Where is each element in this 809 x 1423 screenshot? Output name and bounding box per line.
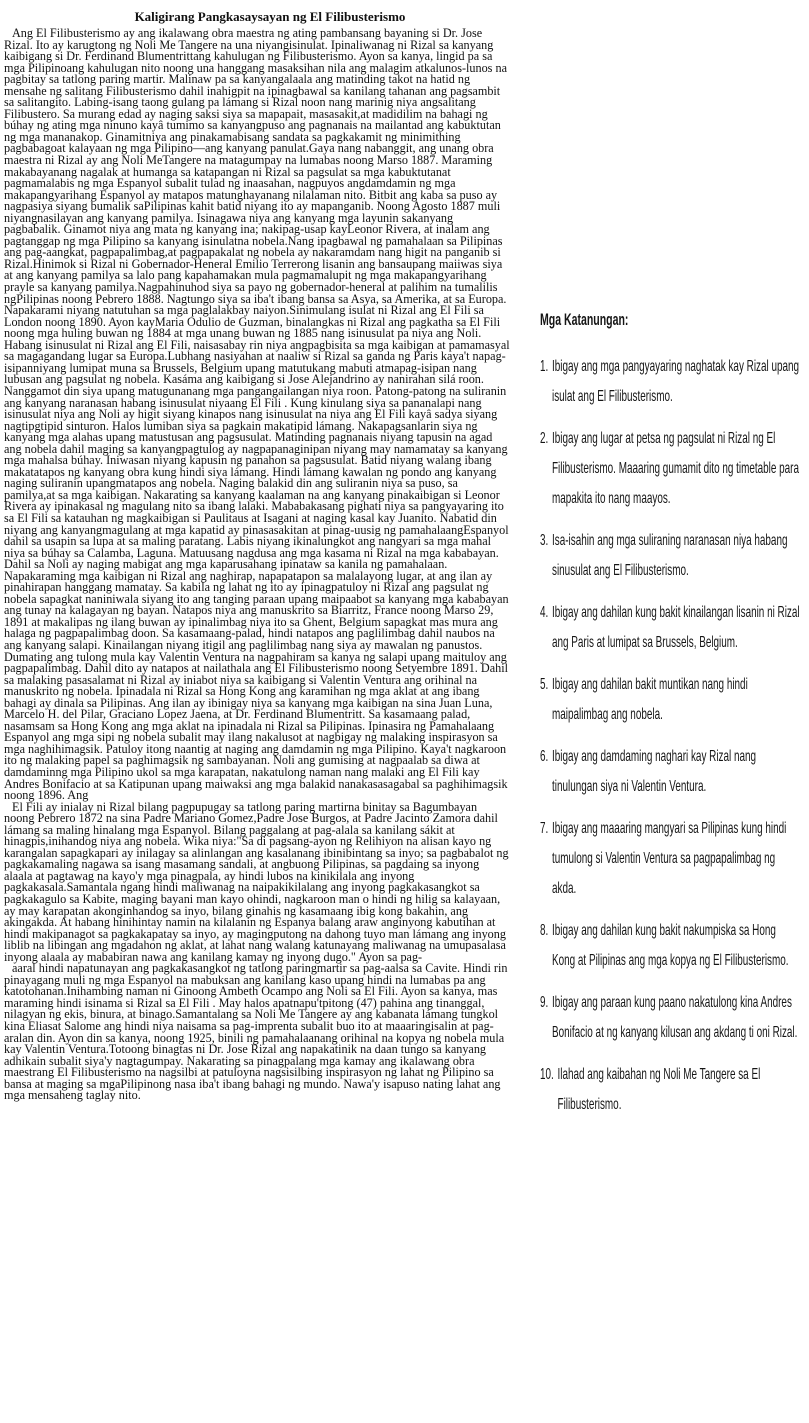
question-number: 8. [540,922,549,939]
question-number: 2. [540,430,549,447]
question-text: Ibigay ang maaaring mangyari sa Pilipinas kung hindi tumulong si Valentin Ventura sa pagpapalimbag ng akda. [551,820,787,897]
question-item [540,352,800,412]
question-number: 9. [540,994,549,1011]
question-number: 6. [540,748,549,765]
question-text: Ibigay ang lugar at petsa ng pagsulat ni Rizal ng El Filibusterismo. Maaaring gumamit dito ng timetable para mapakita ito nang maayos. [551,430,800,507]
questions-list [540,352,802,1120]
question-text: Ibigay ang paraan kung paano nakatulong kina Andres Bonifacio at ng kanyang kilusan ang akdang ti oni Rizal. [551,994,798,1041]
question-item [540,424,800,514]
question-text: Ilahad ang kaibahan ng Noli Me Tangere sa El Filibusterismo. [557,1066,761,1113]
question-text: Ibigay ang dahilan bakit muntikan nang hindi maipalimbag ang nobela. [551,676,748,723]
question-text: Ibigay ang mga pangyayaring naghatak kay Rizal upang isulat ang El Filibusterismo. [551,358,800,405]
question-number: 1. [540,358,549,375]
question-item [540,1060,800,1120]
question-number: 10. [540,1066,554,1083]
question-item [540,814,800,904]
question-item [540,598,800,658]
paragraph: aaral hindi napatunayan ang pagkakasangkot ng tatlong paringmartir sa pag-aalsa sa Cavite. Hindi rin pinayagang muli ng mga Espanyol na mabuksan ang kanilang kaso upang hindi na lumabas pa ang katotohanan.Inihambing naman ni Ginoong Ambeth Ocampo ang Noli sa El Fili. Ayon sa kanya, mas maraming hindi isinama si Rizal sa El Fili . May halos apatnapu'tpitong (47) pahina ang tinanggal, nilagyan ng ekis, binura, at binago.Samantalang sa Noli Me Tangere ay ang kabanata lámang tungkol kina Eliasat Salome ang hindi niya naisama sa pag-imprenta subalit buo ito at maaaringisalin at pag-aralan din. Ayon din sa kanya, noong 1925, binili ng pamahalaanang orihinal na kopya ng nobela mula kay Valentin Ventura.Totoong binagtas ni Dr. Jose Rizal ang napakatinik na daan tungo sa kanyang adhikain subalit siya'y nagtagumpay. Nakarating sa pinagpalang mga kamay ang ikalawang obra maestrang El Filibusterismo na nagsilbi at patuloyna nagsisilbing inspirasyon ng lahat ng Pilipino sa bansa at maging sa mgaPilipinong nasa iba't ibang bahagi ng mundo. Nawa'y isapuso nating lahat ang mga mensaheng taglay nito. [4,961,508,1103]
question-item [540,988,800,1048]
question-number: 5. [540,676,549,693]
question-item [540,526,800,586]
question-text: Ibigay ang dahilan kung bakit nakumpiska sa Hong Kong at Pilipinas ang mga kopya ng El Filibusterismo. [551,922,789,969]
reading-passage [4,28,510,1418]
questions-heading: Mga Katanungan: [540,310,629,329]
question-text: Isa-isahin ang mga suliraning naranasan niya habang sinusulat ang El Filibusterismo. [551,532,788,579]
question-number: 4. [540,604,549,621]
paragraph: Ang El Filibusterismo ay ang ikalawang obra maestra ng ating pambansang bayaning si Dr. Jose Rizal. Ito ay karugtong ng Noli Me Tangere na una niyangisinulat. Ipinaliwanag ni Rizal sa kanyang kaibigang si Dr. Ferdinand Blumentrittang kahulugan ng Filibusterismo. Ayon sa kanya, lingid pa sa mga Pilipinoang kahulugan nito noong una hanggang masaksihan nila ang malagim atkalunos-lunos na pagbitay sa tatlong paring martir. Malinaw pa sa kanyangalaala ang matinding takot na hatid ng mensahe ng salitang Filibusterismo dahil inahigpit na ipinagbawal sa kanilang tahanan ang pagsambit sa salitangito. Labing-isang taong gulang pa lámang si Rizal noon nang marinig niya angsalitang Filibustero. Sa murang edad ay naging saksi siya sa mapapait, masasakit,at madidilim na bahagi ng búhay ng ating mga ninuno kayâ tumimo sa kanyangpuso ang pagnanais na mailantad ang kabuktutan ng mga mananakop. Ginamitniya ang pinakamabisang sandata sa pagkakamit ng minimithing pagbabagoat kalayaan ng mga Pilipino—ang kanyang panulat.Gaya nang nabanggit, ang unang obra maestra ni Rizal ay ang Noli MeTangere na matagumpay na lumabas noong Marso 1887. Maraming makabayanang nagalak at humanga sa katapangan ni Rizal sa pagsulat sa mga kabuktutanat pagmamalabis ng mga Espanyol subalit tulad ng inaasahan, nagpuyos angdamdamin ng mga makapangyarihang Espanyol ay matapos matunghayanang nilalaman nito. Bitbit ang kaba sa puso ay nagpasiya siyang bumalik saPilipinas kahit batid niyang ito ay mapanganib. Noong Agosto 1887 muli niyangnasilayan ang kanyang pamilya. Isinagawa niya ang kanyang mga layunin sakanyang pagbabalik. Ginamot niya ang mata ng kanyang ina; nakipag-usap kayLeonor Rivera, at inalam ang pagtanggap ng mga Pilipino sa kanyang isinulatna nobela.Nang ipagbawal ng pamahalaan sa Pilipinas ang pag-aangkat, pagpapalimbag,at pagpapakalat ng nobela ay nakaramdam nang higit na panganib si Rizal.Hinimok si Rizal ni Gobernador-Heneral Emilio Terrerong lisanin ang bansaupang maiiwas siya at ang kanyang pamilya sa lalo pang kapahamakan mula pagmamalupit ng mga makapangyarihang prayle sa kanyang pamilya.Nagpahinuhod siya sa payo ng gobernador-heneral at palihim na tumalilis ngPilipinas noong Pebrero 1888. Nagtungo siya sa iba't ibang bansa sa Asya, sa Amerika, at sa Europa. Napakarami niyang natutuhan sa mga paglalakbay naiyon.Sinimulang isulat ni Rizal ang El Fili sa London noong 1890. Ayon kayMaria Odulio de Guzman, binalangkas ni Rizal ang pagkatha sa El Fili noong mga huling buwan ng 1884 at mga unang buwan ng 1885 nang isinusulat pa niya ang Noli. Habang isinusulat ni Rizal ang El Fili, naisasabay rin niya angpagbisita sa mga kaibigan at pamamasyal sa magagandang lugar sa Europa.Lubhang nasiyahan at naaliw si Rizal sa ganda ng Paris kaya't napag-isipanniyang lumipat muna sa Brussels, Belgium upang matutukang mabuti atmapag-isipan nang lubusan ang pagsulat ng nobela. Kasáma ang kaibigang si Jose Alejandrino ay nanirahan silá roon. Nanggamot din siya upang matugunanang mga pangangailangan niya roon. Patong-patong na suliranin ang kanyang naranasan habang isinusulat niyaang El Fili . Kung kinulang siya sa pananalapi nang isinusulat niya ang Noli ay higit siyang kinapos nang isinusulat na niya ang El Fili kayâ sadya siyang nagtipgtipid sinturon. Halos lumiban siya sa pagkain makatipid lámang. Nakapagsanlarin siya ng kanyang mga alahas upang matustusan ang pagsusulat. Matinding pagnanais niyang tapusin na agad ang nobela dahil maging sa kanyangpagtulog ay nagpapanaginipan niyang may namamatay sa kanyang mga mahalsa búhay. Iniwasan niyang kapusin ng panahon sa pagsusulat. Batid niyang walang ibang makatatapos ng kanyang obra kung hindi siya lámang. Hindi lámang kawalan ng pondo ang kanyang naging suliranin upangmatapos ang nobela. Naging balakid din ang suliranin niya sa puso, sa pamilya,at sa mga kaibigan. Nakarating sa kanyang kaalaman na ang kanyang pinakaibigan si Leonor Rivera ay ipinakasal ng magulang nito sa ibang lalaki. Mababakasang pighati niya sa pangyayaring ito sa El Fili sa katauhan ng magkaibigan si Paulitaus at Isagani at naging kasal kay Juanito. Nabatid din niyang ang kanyangmagulang at mga kapatid ay pinasasakitan at pinag-uusig ng pamahalaangEspanyol dahil sa usapin sa lupa at sa maling paratang. Labis niyang ikinalungkot ang nangyari sa mga mahal niya sa búhay sa Calamba, Laguna. Matuusang nagdusa ang mga kasama ni Rizal na mga kababayan. Dahil sa Noli ay naging mabigat ang mga kaparusahang ipinataw sa kanila ng pamahalaan. Napakaraming mga kaibigan ni Rizal ang naghirap, napapatapon sa malalayong lugar, at ang ilan ay pinahirapan hanggang mamatay. Sa kabila ng lahat ng ito ay ipinagpatuloy ni Rizal ang pagsulat ng nobela sapagkat naniniwala siyang ito ang tanging paraan upang maipaabot sa kanyang mga kababayan ang tunay na kalagayan ng bayan. Natapos niya ang manuskrito sa Biarritz, France noong Marso 29, 1891 at makalipas ng ilang buwan ay ipinalimbag niya ito sa Ghent, Belgium sapagkat mas mura ang halaga ng pagpapalimbag doon. Sa kasamaang-palad, hindi natapos ang paglilimbag dahil naubos na ang kanyang salapi. Kinailangan niyang itigil ang paglilimbag nang siya ay mawalan ng panustos. Dumating ang tulong mula kay Valentin Ventura na nagpahiram sa kanya ng salapi upang maituloy ang pagpapalimbag. Dahil dito ay natapos at nailathala ang El Filibusterismo noong Setyembre 1891. Dahil sa malaking pasasalamat ni Rizal ay iniabot niya sa kaibigang si Valentin Ventura ang orihinal na manuskrito ng nobela. Ipinadala ni Rizal sa Hong Kong ang karamihan ng mga aklat at ang ibang bahagi ay dinala sa Pilipinas. Ang ilan ay ibinigay niya sa kanyang mga kaibigan na sina Juan Luna, Marcelo H. del Pilar, Graciano Lopez Jaena, at Dr. Ferdinand Blumentritt. Sa kasamaang palad, nasamsam sa Hong Kong ang mga aklat na ipinadala ni Rizal sa Pilipinas. Ipinasira ng Pamahalaang Espanyol ang mga sipi ng nobela subalit may ilang nakalusot at nagbigay ng malaking inspirasyon sa mga naghihimagsik. Patuloy itong naantig at naging ang damdamin ng mga Pilipino. Kaya't nagkaroon ito ng malaking papel sa paghimagsik ng sambayanan. Noli ang gumising at nagpaalab sa diwa at damdaminng mga Pilipino ukol sa mga karapatan, nakatulong naman nang malaki ang El Fili kay Andres Bonifacio at sa Katipunan upang maiwaksi ang mga balakid nanakasasagabal sa paghihimagsik noong 1896. Ang [4,28,510,803]
question-item [540,916,800,976]
question-item [540,670,800,730]
paragraph: El Fili ay inialay ni Rizal bilang pagpupugay sa tatlong paring martirna binitay sa Bagumbayan noong Pebrero 1872 na sina Padre Mariano Gomez,Padre Jose Burgos, at Padre Jacinto Zamora dahil lámang sa maling hinalang mga Espanyol. Bilang paggalang at pag-alala sa kanilang sákit at hinagpis,inihandog niya ang nobela. Wika niya:"Sa di pagsang-ayon ng Relihiyon na alisan kayo ng karangalan sapagkapari ay inilagay sa alinlangan ang kasalanang ibinibintang sa inyo; sa pagbabalot ng pagkakamaling nagawa sa isang masamang sandali, at angbuong Pilipinas, sa pagdaing sa inyong alaala at pagtawag na kayo'y mga pinagpala, ay hindi lubos na kinikilala ang inyong pagkakasala.Samantala ngang hindi maliwanag na naipakikilalang ang inyong pagkakasangkot sa pagkakagulo sa Kabite, maging bayani man kayo ohindi, nagkaroon man o hindi ng hilig sa kalayaan, ay may karapatan akonginhandog sa inyo, bilang ginahis ng kasamaang ibig kong bakahin, ang akingakda. At habang hinihintay namin na kilalanin ng Espanya balang araw anginyong kabutihan at hindi makipanagot sa pagkakapatay sa inyo, ay magingputong na dahong tuyo man lámang ang inyong liblib na libingan ang mgadahon ng aklat, at lahat nang walang katunayang maliwanag na umupasalasa inyong alaala ay mababiran nawa ang kanilang kamay ng inyong dugo." Ayon sa pag- [4,799,509,964]
question-item [540,742,800,802]
question-number: 3. [540,532,549,549]
document-title: Kaligirang Pangkasaysayan ng El Filibusterismo [134,9,406,24]
questions-panel [540,310,802,1132]
question-text: Ibigay ang dahilan kung bakit kinailangan lisanin ni Rizal ang Paris at lumipat sa Brussels, Belgium. [551,604,800,651]
question-number: 7. [540,820,549,837]
question-text: Ibigay ang damdaming naghari kay Rizal nang tinulungan siya ni Valentin Ventura. [551,748,757,795]
